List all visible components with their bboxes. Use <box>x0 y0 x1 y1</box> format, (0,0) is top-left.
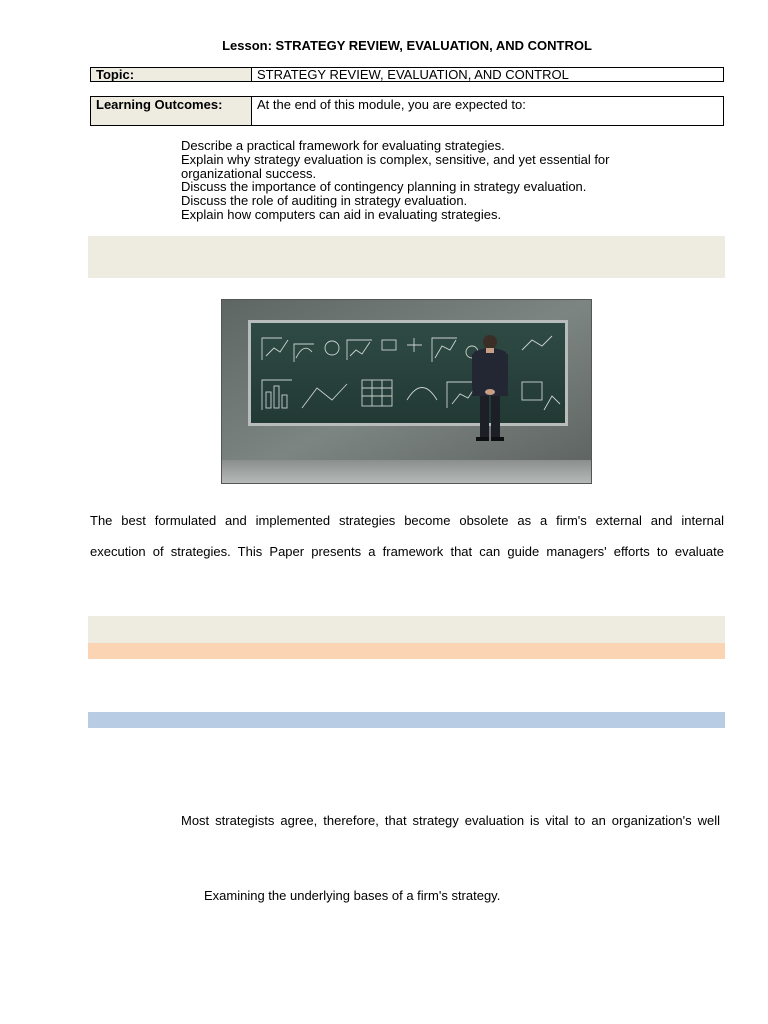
section-band-beige <box>88 236 725 278</box>
outcome-item: organizational success. <box>181 165 317 181</box>
learning-outcomes-table <box>90 96 724 126</box>
lesson-title: Lesson: STRATEGY REVIEW, EVALUATION, AND CONTROL <box>222 38 592 53</box>
intro-paragraph-line: execution of strategies. This Paper presents a framework that can guide managers' efforts to evaluate <box>90 544 724 559</box>
topic-value: STRATEGY REVIEW, EVALUATION, AND CONTROL <box>252 68 724 82</box>
body-paragraph-line: Examining the underlying bases of a firm's strategy. <box>204 888 501 903</box>
outcome-item: Discuss the importance of contingency planning in strategy evaluation. <box>181 179 587 195</box>
learning-outcomes-label: Learning Outcomes: <box>91 97 252 126</box>
outcome-item: Describe a practical framework for evaluating strategies. <box>181 138 505 153</box>
outcome-item: Discuss the role of auditing in strategy evaluation. <box>181 193 468 209</box>
topic-label: Topic: <box>91 68 252 82</box>
section-band-orange <box>88 643 725 659</box>
chalkboard-scene-graphic <box>222 300 592 484</box>
intro-paragraph-line: The best formulated and implemented strategies become obsolete as a firm's external and internal <box>90 513 724 528</box>
topic-table <box>90 67 724 82</box>
learning-outcomes-list <box>181 139 661 222</box>
body-paragraph-line: Most strategists agree, therefore, that strategy evaluation is vital to an organization's well <box>181 813 720 828</box>
chalkboard-illustration <box>221 299 592 484</box>
section-band-beige <box>88 616 725 643</box>
learning-outcomes-intro: At the end of this module, you are expected to: <box>252 97 724 126</box>
section-band-blue <box>88 712 725 728</box>
outcome-item: Explain why strategy evaluation is complex, sensitive, and yet essential for <box>181 151 610 167</box>
outcome-item: Explain how computers can aid in evaluating strategies. <box>181 206 502 222</box>
